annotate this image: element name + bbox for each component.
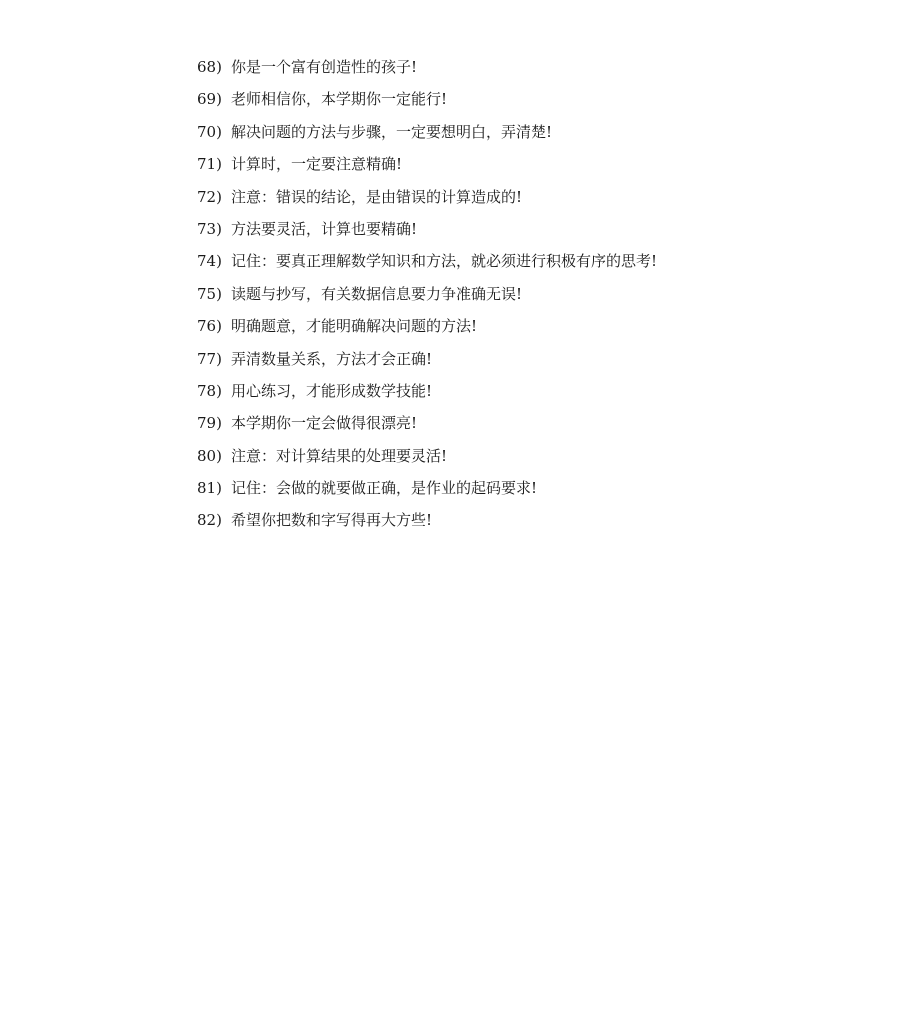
comment-list — [197, 55, 877, 541]
item-number: 81) — [197, 479, 222, 498]
item-text: 注意：错误的结论，是由错误的计算造成的! — [231, 187, 523, 206]
item-number: 77) — [197, 349, 222, 368]
item-text: 读题与抄写，有关数据信息要力争准确无误! — [231, 284, 523, 303]
item-number: 80) — [197, 446, 222, 465]
item-text: 明确题意，才能明确解决问题的方法! — [231, 317, 478, 336]
list-item — [197, 120, 877, 152]
list-item — [197, 87, 877, 119]
item-number: 75) — [197, 284, 222, 303]
item-number: 74) — [197, 252, 222, 271]
item-number: 78) — [197, 381, 222, 400]
list-item — [197, 476, 877, 508]
item-text: 本学期你一定会做得很漂亮! — [231, 414, 418, 433]
list-item — [197, 282, 877, 314]
item-text: 老师相信你，本学期你一定能行! — [231, 90, 448, 109]
list-item — [197, 508, 877, 540]
list-item — [197, 249, 877, 281]
list-item — [197, 314, 877, 346]
list-item — [197, 444, 877, 476]
item-text: 计算时，一定要注意精确! — [231, 155, 403, 174]
item-number: 68) — [197, 58, 222, 76]
list-item — [197, 347, 877, 379]
list-item — [197, 152, 877, 184]
item-text: 用心练习，才能形成数学技能! — [231, 381, 433, 400]
item-text: 记住：要真正理解数学知识和方法，就必须进行积极有序的思考! — [231, 252, 658, 271]
item-number: 76) — [197, 317, 222, 336]
item-number: 73) — [197, 219, 222, 238]
item-text: 记住：会做的就要做正确，是作业的起码要求! — [231, 479, 538, 498]
item-number: 72) — [197, 187, 222, 206]
item-number: 69) — [197, 90, 222, 109]
item-number: 70) — [197, 122, 222, 141]
item-number: 82) — [197, 511, 222, 530]
item-text: 解决问题的方法与步骤，一定要想明白，弄清楚! — [231, 122, 553, 141]
list-item — [197, 379, 877, 411]
list-item — [197, 217, 877, 249]
list-item — [197, 185, 877, 217]
item-text: 注意：对计算结果的处理要灵活! — [231, 446, 448, 465]
item-number: 79) — [197, 414, 222, 433]
item-text: 希望你把数和字写得再大方些! — [231, 511, 433, 530]
list-item — [197, 411, 877, 443]
item-text: 你是一个富有创造性的孩子! — [231, 58, 418, 76]
item-text: 方法要灵活，计算也要精确! — [231, 219, 418, 238]
list-item — [197, 55, 877, 87]
item-text: 弄清数量关系，方法才会正确! — [231, 349, 433, 368]
item-number: 71) — [197, 155, 222, 174]
